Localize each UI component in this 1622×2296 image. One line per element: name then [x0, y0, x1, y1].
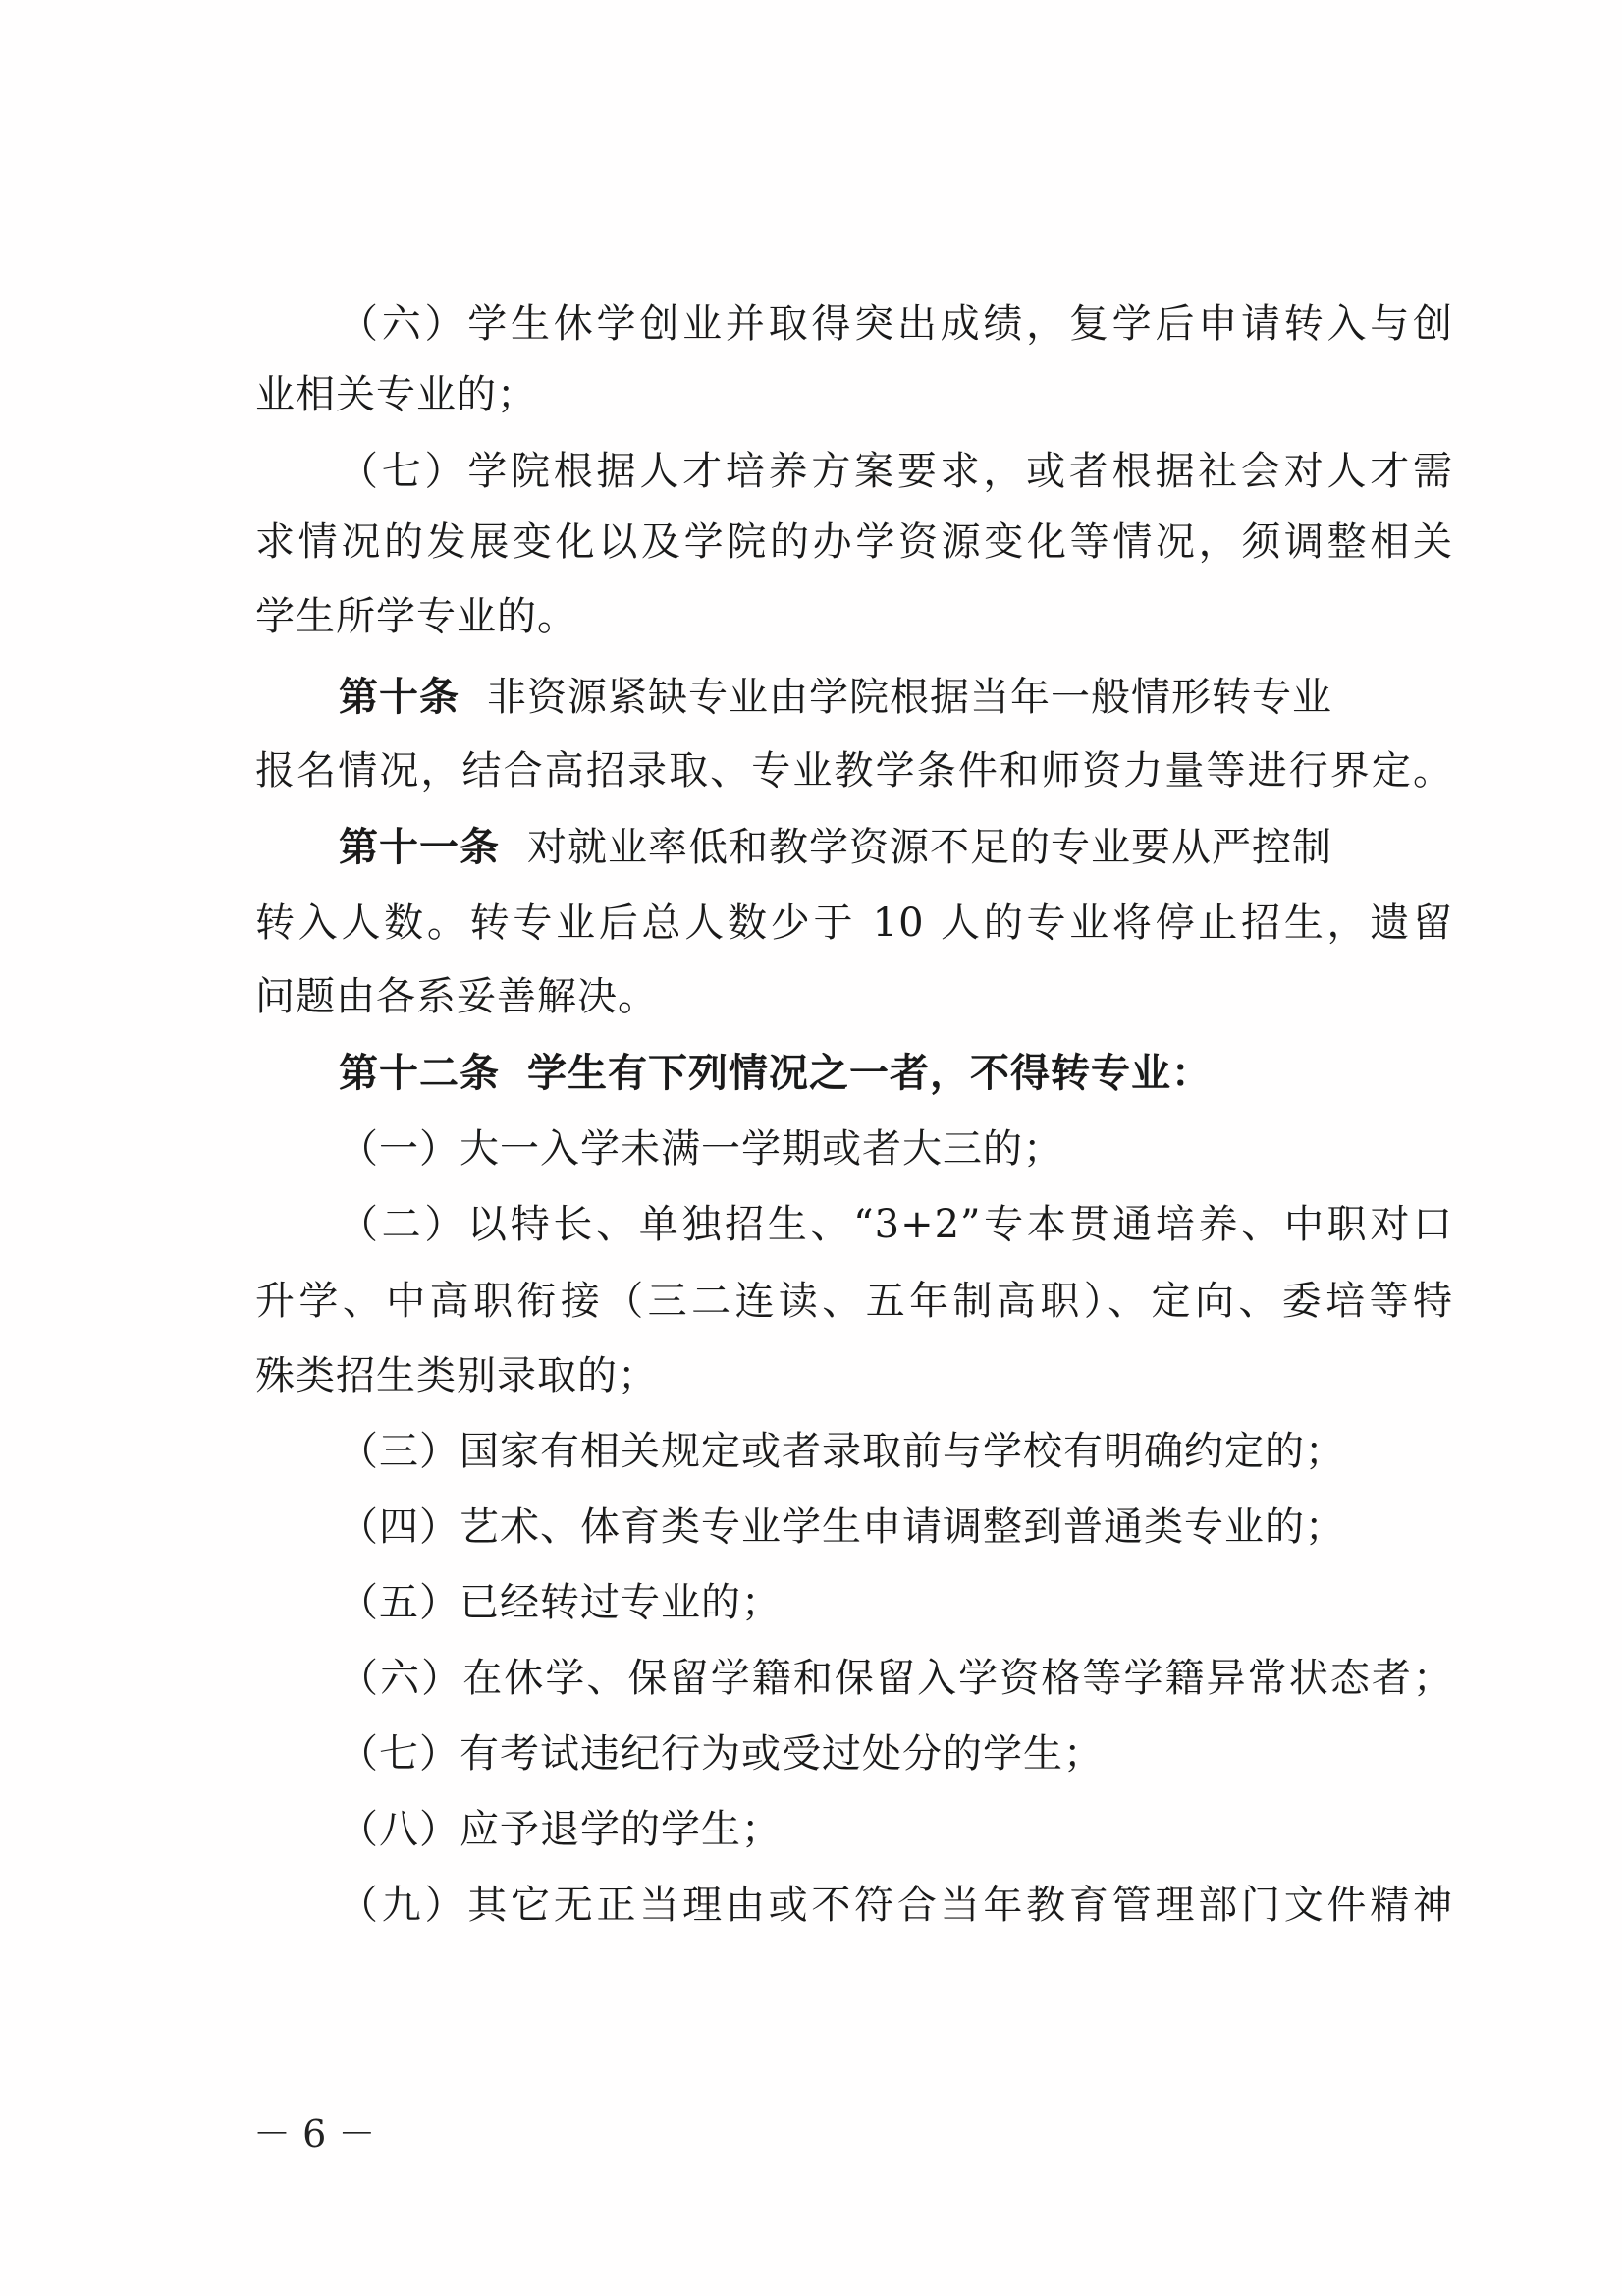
- list-item: （七）有考试违纪行为或受过处分的学生；: [339, 1731, 1104, 1777]
- paragraph-line: 转入人数。转专业后总人数少于 10 人的专业将停止招生，遗留: [255, 901, 1453, 946]
- article-10-title: 第十条: [339, 674, 460, 720]
- list-item: 升学、中高职衔接（三二连读、五年制高职）、定向、委培等特: [255, 1279, 1453, 1324]
- list-item: （六）在休学、保留学籍和保留入学资格等学籍异常状态者；: [339, 1656, 1453, 1701]
- list-item: （九）其它无正当理由或不符合当年教育管理部门文件精神: [339, 1883, 1453, 1928]
- list-item: （三）国家有相关规定或者录取前与学校有明确约定的；: [339, 1429, 1345, 1474]
- article-11-text: 对就业率低和教学资源不足的专业要从严控制: [527, 825, 1332, 870]
- article-11-line: [339, 818, 1453, 877]
- page-number: － 6 －: [253, 2112, 376, 2156]
- list-item: （四）艺术、体育类专业学生申请调整到普通类专业的；: [339, 1504, 1345, 1550]
- article-12-line: [339, 1044, 1453, 1103]
- paragraph-line: 业相关专业的；: [255, 372, 537, 417]
- paragraph-line: 学生所学专业的。: [255, 594, 577, 639]
- article-10-line: [339, 668, 1453, 727]
- paragraph-line: 问题由各系妥善解决。: [255, 974, 658, 1019]
- paragraph-line: 求情况的发展变化以及学院的办学资源变化等情况，须调整相关: [255, 519, 1453, 565]
- paragraph-line: 报名情况，结合高招录取、专业教学条件和师资力量等进行界定。: [255, 748, 1453, 793]
- list-item: （八）应予退学的学生；: [339, 1807, 782, 1852]
- article-10-text: 非资源紧缺专业由学院根据当年一般情形转专业: [487, 675, 1332, 720]
- article-12-title: 第十二条: [339, 1050, 500, 1096]
- paragraph-line: （六）学生休学创业并取得突出成绩，复学后申请转入与创: [339, 301, 1453, 347]
- list-item: 殊类招生类别录取的；: [255, 1353, 658, 1398]
- article-11-title: 第十一条: [339, 824, 500, 870]
- list-item: （二）以特长、单独招生、“3+2”专本贯通培养、中职对口: [339, 1202, 1453, 1247]
- paragraph-line: （七）学院根据人才培养方案要求，或者根据社会对人才需: [339, 449, 1453, 494]
- article-12-text: 学生有下列情况之一者，不得转专业：: [527, 1050, 1212, 1096]
- list-item: （五）已经转过专业的；: [339, 1580, 782, 1625]
- list-item: （一）大一入学未满一学期或者大三的；: [339, 1126, 1063, 1172]
